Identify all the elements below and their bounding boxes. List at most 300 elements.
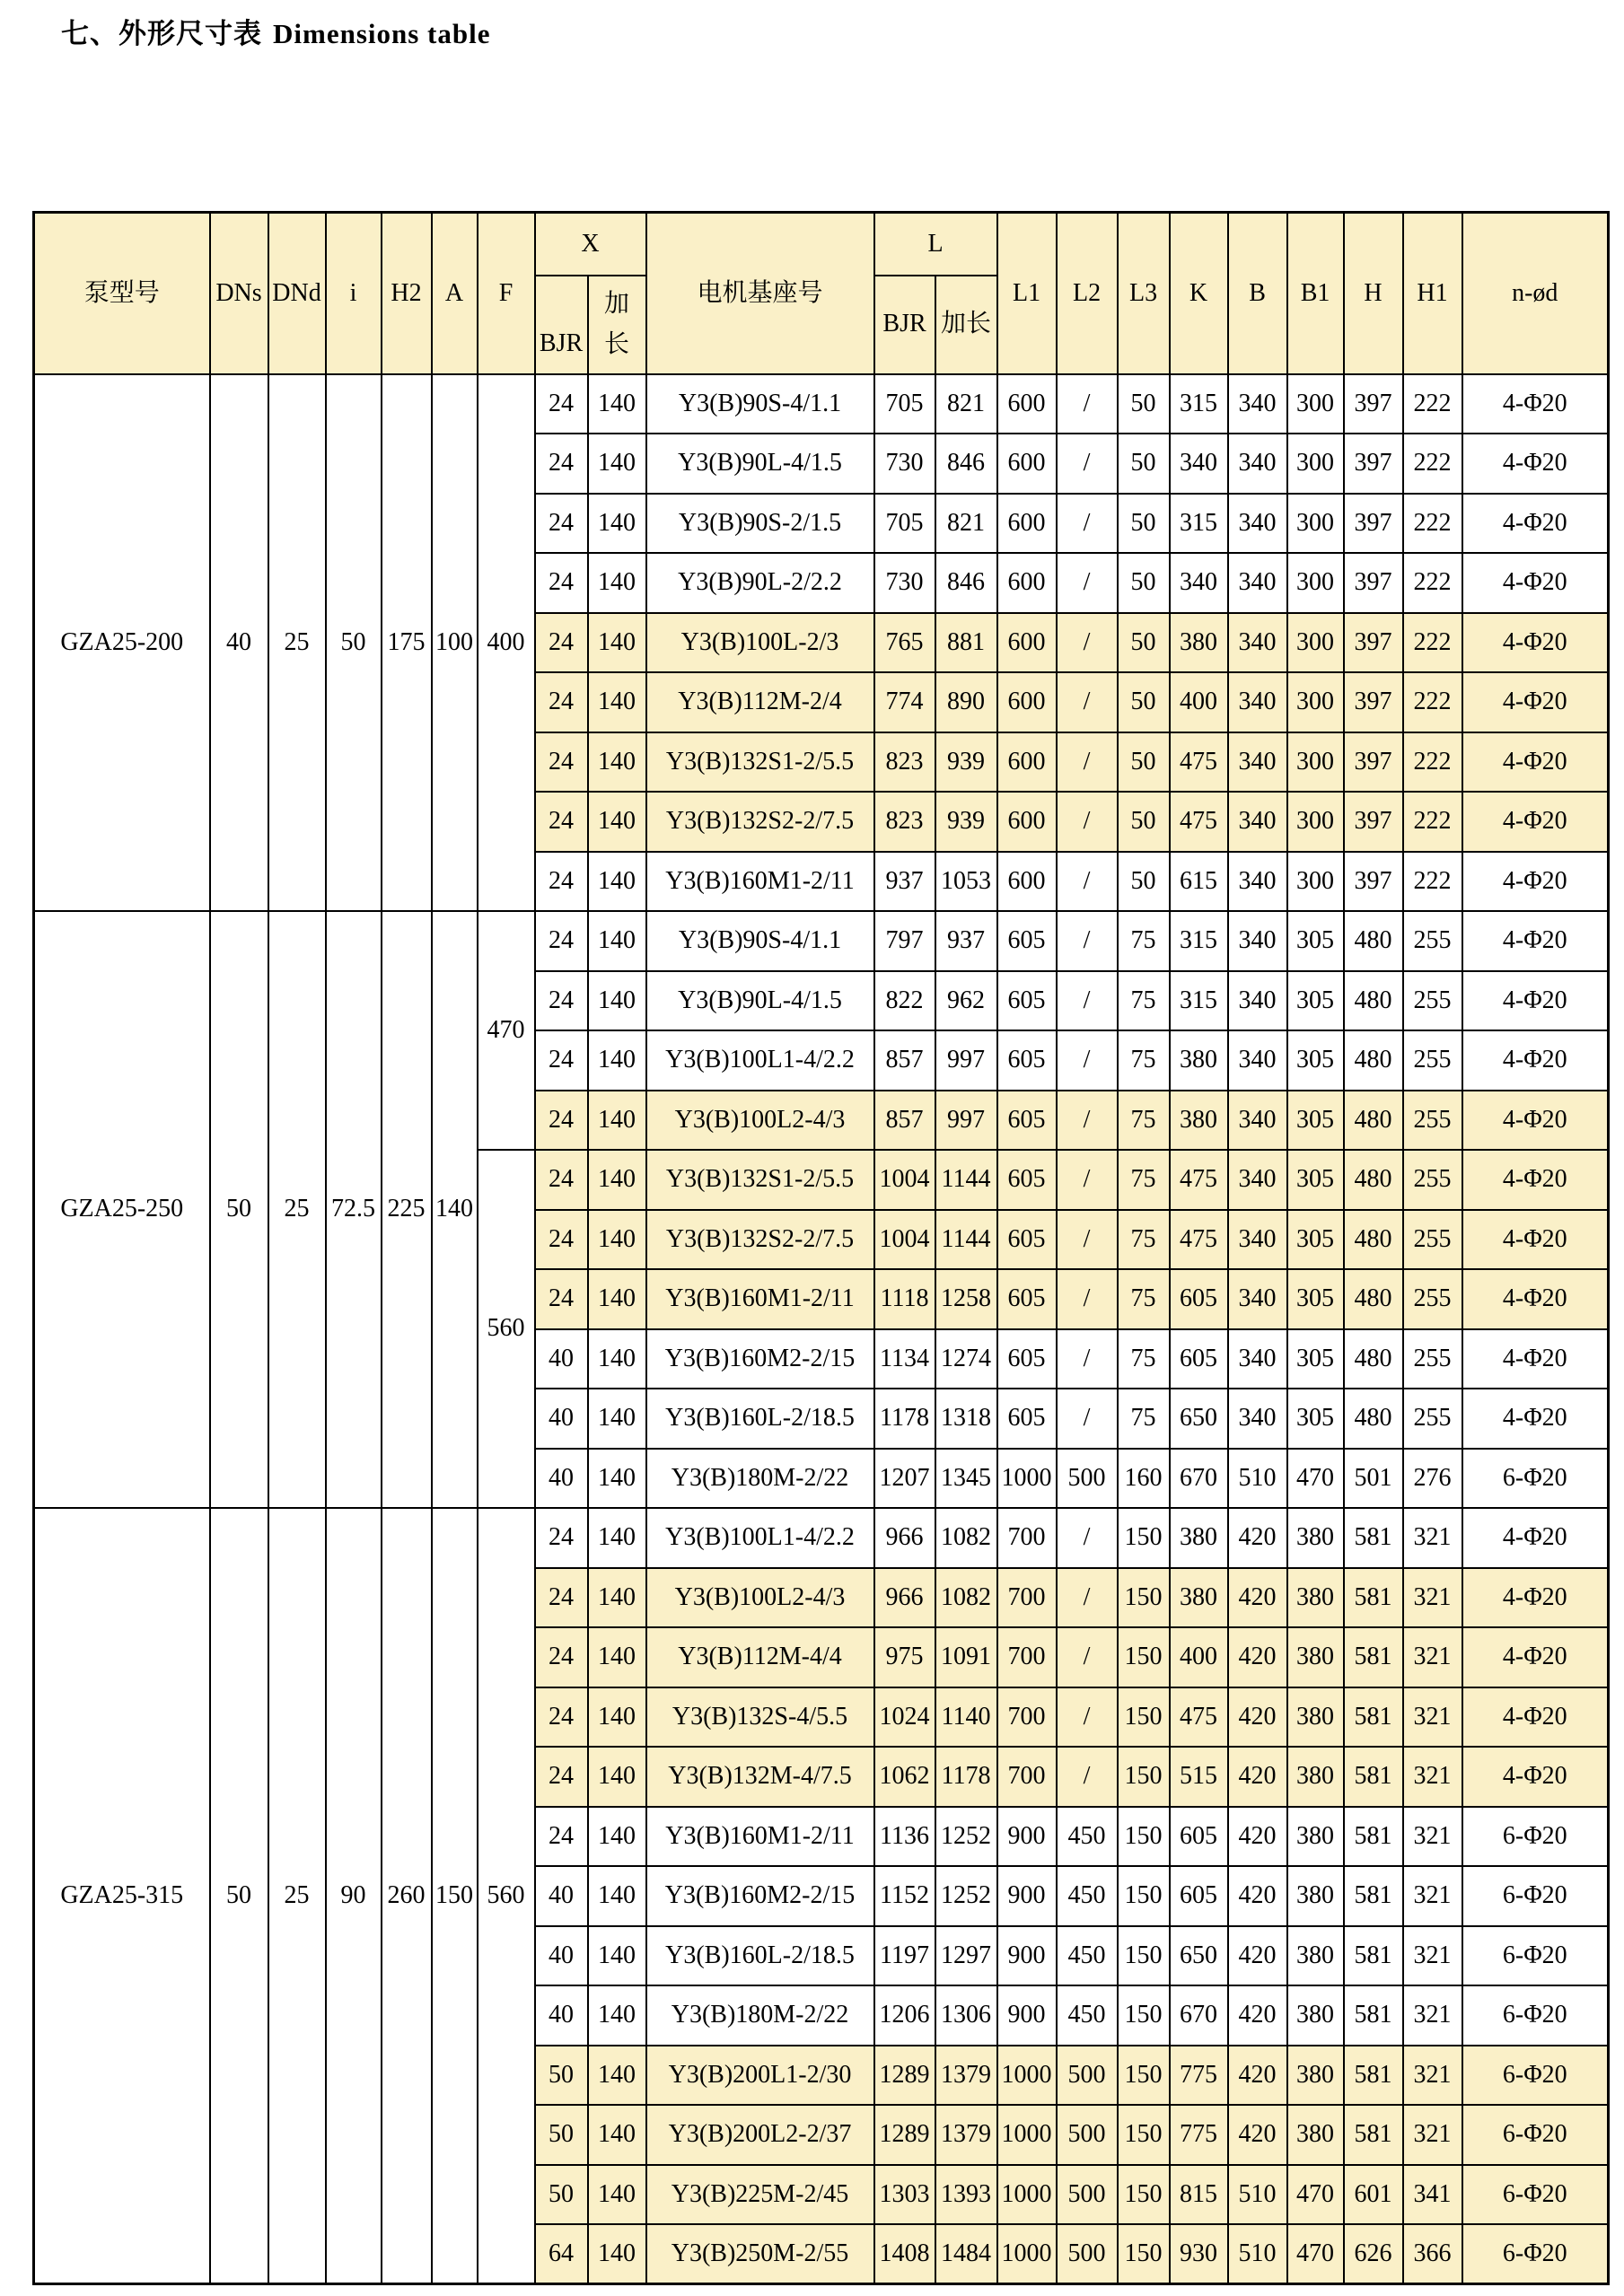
col-header-l3: L3 — [1118, 213, 1170, 374]
cell-h1: 222 — [1403, 434, 1462, 494]
cell-h1: 321 — [1403, 1747, 1462, 1807]
cell-l-ext: 1252 — [935, 1807, 997, 1867]
cell-h: 397 — [1344, 792, 1403, 852]
cell-h1: 321 — [1403, 1568, 1462, 1628]
cell-n-od: 4-Φ20 — [1462, 971, 1609, 1031]
cell-motor: Y3(B)160M1-2/11 — [646, 1269, 874, 1329]
cell-l3: 150 — [1118, 2165, 1170, 2225]
cell-motor: Y3(B)225M-2/45 — [646, 2165, 874, 2225]
cell-h1: 222 — [1403, 852, 1462, 912]
cell-n-od: 4-Φ20 — [1462, 553, 1609, 613]
cell-x-ext: 140 — [588, 1926, 646, 1986]
cell-l-bjr: 1197 — [874, 1926, 935, 1986]
cell-l2: / — [1057, 1269, 1118, 1329]
cell-motor: Y3(B)160M2-2/15 — [646, 1329, 874, 1389]
cell-b: 340 — [1228, 434, 1287, 494]
cell-b: 340 — [1228, 911, 1287, 971]
cell-motor: Y3(B)132S-4/5.5 — [646, 1687, 874, 1748]
cell-l2: / — [1057, 852, 1118, 912]
cell-l-ext: 1178 — [935, 1747, 997, 1807]
cell-h: 581 — [1344, 1508, 1403, 1568]
cell-l3: 150 — [1118, 1985, 1170, 2046]
group-dns: 40 — [210, 374, 268, 912]
cell-h1: 255 — [1403, 1150, 1462, 1210]
cell-x-ext: 140 — [588, 613, 646, 673]
cell-l3: 150 — [1118, 1866, 1170, 1926]
cell-l3: 75 — [1118, 911, 1170, 971]
cell-h1: 222 — [1403, 374, 1462, 434]
cell-h: 480 — [1344, 1269, 1403, 1329]
cell-x-bjr: 24 — [535, 1508, 588, 1568]
cell-motor: Y3(B)112M-2/4 — [646, 672, 874, 732]
cell-h: 581 — [1344, 1747, 1403, 1807]
cell-motor: Y3(B)90S-4/1.1 — [646, 374, 874, 434]
cell-x-bjr: 24 — [535, 494, 588, 554]
col-header-k: K — [1170, 213, 1228, 374]
cell-l-ext: 1252 — [935, 1866, 997, 1926]
cell-k: 380 — [1170, 613, 1228, 673]
cell-b1: 305 — [1287, 1389, 1344, 1449]
cell-k: 340 — [1170, 553, 1228, 613]
cell-l-bjr: 966 — [874, 1508, 935, 1568]
cell-l-bjr: 1152 — [874, 1866, 935, 1926]
cell-h1: 321 — [1403, 1926, 1462, 1986]
cell-x-ext: 140 — [588, 1269, 646, 1329]
cell-x-ext: 140 — [588, 1627, 646, 1687]
cell-l3: 75 — [1118, 971, 1170, 1031]
cell-x-bjr: 24 — [535, 434, 588, 494]
cell-b: 340 — [1228, 1091, 1287, 1151]
cell-b1: 305 — [1287, 1091, 1344, 1151]
cell-n-od: 4-Φ20 — [1462, 1687, 1609, 1748]
cell-b1: 470 — [1287, 1449, 1344, 1509]
cell-motor: Y3(B)112M-4/4 — [646, 1627, 874, 1687]
col-header-h1: H1 — [1403, 213, 1462, 374]
cell-h: 397 — [1344, 732, 1403, 793]
cell-x-ext: 140 — [588, 1030, 646, 1091]
cell-n-od: 6-Φ20 — [1462, 2105, 1609, 2165]
cell-l2: / — [1057, 1329, 1118, 1389]
cell-l1: 700 — [997, 1568, 1057, 1628]
table-header-row-1 — [34, 213, 1609, 276]
cell-motor: Y3(B)160L-2/18.5 — [646, 1389, 874, 1449]
cell-l1: 605 — [997, 1030, 1057, 1091]
cell-b: 420 — [1228, 1508, 1287, 1568]
cell-l3: 150 — [1118, 2105, 1170, 2165]
cell-l1: 700 — [997, 1508, 1057, 1568]
cell-l-bjr: 1134 — [874, 1329, 935, 1389]
cell-x-ext: 140 — [588, 852, 646, 912]
cell-h1: 222 — [1403, 672, 1462, 732]
cell-n-od: 6-Φ20 — [1462, 1985, 1609, 2046]
cell-x-ext: 140 — [588, 1091, 646, 1151]
cell-l3: 50 — [1118, 852, 1170, 912]
cell-n-od: 4-Φ20 — [1462, 792, 1609, 852]
cell-k: 775 — [1170, 2105, 1228, 2165]
cell-b: 340 — [1228, 553, 1287, 613]
cell-l2: / — [1057, 553, 1118, 613]
cell-l-bjr: 857 — [874, 1091, 935, 1151]
cell-h1: 255 — [1403, 1030, 1462, 1091]
group-f-value: 560 — [478, 1508, 535, 2284]
cell-b1: 305 — [1287, 1210, 1344, 1270]
cell-x-bjr: 50 — [535, 2046, 588, 2106]
cell-x-ext: 140 — [588, 1985, 646, 2046]
group-dnd: 25 — [268, 1508, 326, 2284]
cell-l3: 150 — [1118, 1807, 1170, 1867]
cell-h1: 321 — [1403, 1508, 1462, 1568]
cell-b1: 380 — [1287, 1926, 1344, 1986]
cell-x-ext: 140 — [588, 1807, 646, 1867]
x-extended-label: 加长 — [603, 289, 629, 358]
cell-b: 340 — [1228, 1150, 1287, 1210]
cell-motor: Y3(B)90L-4/1.5 — [646, 971, 874, 1031]
cell-n-od: 4-Φ20 — [1462, 1508, 1609, 1568]
cell-b1: 300 — [1287, 672, 1344, 732]
table-row — [34, 374, 1609, 434]
cell-motor: Y3(B)100L1-4/2.2 — [646, 1030, 874, 1091]
cell-l-ext: 939 — [935, 792, 997, 852]
cell-l-ext: 1484 — [935, 2224, 997, 2284]
cell-x-ext: 140 — [588, 374, 646, 434]
cell-b: 340 — [1228, 1030, 1287, 1091]
cell-h: 501 — [1344, 1449, 1403, 1509]
cell-l2: 450 — [1057, 1807, 1118, 1867]
cell-l3: 150 — [1118, 1926, 1170, 1986]
page-title-en: Dimensions table — [273, 18, 491, 49]
cell-l3: 50 — [1118, 434, 1170, 494]
cell-motor: Y3(B)180M-2/22 — [646, 1449, 874, 1509]
cell-l1: 600 — [997, 374, 1057, 434]
cell-l-bjr: 1289 — [874, 2046, 935, 2106]
cell-k: 815 — [1170, 2165, 1228, 2225]
cell-k: 315 — [1170, 374, 1228, 434]
cell-h: 581 — [1344, 1687, 1403, 1748]
cell-k: 605 — [1170, 1329, 1228, 1389]
group-i: 50 — [326, 374, 382, 912]
cell-l-bjr: 1289 — [874, 2105, 935, 2165]
cell-h: 581 — [1344, 1627, 1403, 1687]
col-header-l2: L2 — [1057, 213, 1118, 374]
cell-n-od: 4-Φ20 — [1462, 1030, 1609, 1091]
cell-k: 400 — [1170, 1627, 1228, 1687]
cell-l-bjr: 730 — [874, 434, 935, 494]
cell-l-bjr: 1118 — [874, 1269, 935, 1329]
group-f-value: 560 — [478, 1150, 535, 1508]
cell-l-ext: 997 — [935, 1030, 997, 1091]
cell-b: 420 — [1228, 2105, 1287, 2165]
cell-x-ext: 140 — [588, 911, 646, 971]
cell-h1: 341 — [1403, 2165, 1462, 2225]
page-title — [61, 11, 491, 51]
cell-motor: Y3(B)100L2-4/3 — [646, 1568, 874, 1628]
cell-l2: / — [1057, 374, 1118, 434]
cell-l-ext: 937 — [935, 911, 997, 971]
cell-x-bjr: 24 — [535, 1091, 588, 1151]
cell-n-od: 4-Φ20 — [1462, 374, 1609, 434]
cell-b1: 380 — [1287, 1627, 1344, 1687]
cell-x-bjr: 24 — [535, 852, 588, 912]
cell-l-bjr: 823 — [874, 792, 935, 852]
cell-h: 480 — [1344, 1030, 1403, 1091]
group-h2: 225 — [382, 911, 432, 1508]
cell-l-ext: 1144 — [935, 1150, 997, 1210]
cell-h1: 321 — [1403, 2105, 1462, 2165]
cell-n-od: 4-Φ20 — [1462, 1389, 1609, 1449]
cell-h1: 321 — [1403, 2046, 1462, 2106]
cell-h: 626 — [1344, 2224, 1403, 2284]
cell-b1: 300 — [1287, 792, 1344, 852]
cell-n-od: 4-Φ20 — [1462, 1150, 1609, 1210]
cell-motor: Y3(B)132S1-2/5.5 — [646, 732, 874, 793]
cell-x-bjr: 50 — [535, 2105, 588, 2165]
cell-l-ext: 1379 — [935, 2046, 997, 2106]
cell-b: 420 — [1228, 1747, 1287, 1807]
cell-motor: Y3(B)100L1-4/2.2 — [646, 1508, 874, 1568]
cell-h1: 321 — [1403, 1687, 1462, 1748]
cell-l-ext: 846 — [935, 553, 997, 613]
cell-l-bjr: 966 — [874, 1568, 935, 1628]
cell-b: 420 — [1228, 1568, 1287, 1628]
cell-h: 581 — [1344, 1985, 1403, 2046]
cell-b: 420 — [1228, 1985, 1287, 2046]
cell-l2: 500 — [1057, 2224, 1118, 2284]
cell-k: 930 — [1170, 2224, 1228, 2284]
group-dnd: 25 — [268, 911, 326, 1508]
cell-l2: / — [1057, 613, 1118, 673]
cell-h1: 222 — [1403, 494, 1462, 554]
cell-x-ext: 140 — [588, 1329, 646, 1389]
cell-l2: / — [1057, 1091, 1118, 1151]
cell-x-ext: 140 — [588, 1389, 646, 1449]
cell-l3: 50 — [1118, 374, 1170, 434]
cell-l-bjr: 705 — [874, 374, 935, 434]
cell-h1: 255 — [1403, 1210, 1462, 1270]
cell-l-bjr: 1178 — [874, 1389, 935, 1449]
cell-l2: / — [1057, 1747, 1118, 1807]
cell-k: 380 — [1170, 1508, 1228, 1568]
cell-b: 340 — [1228, 1269, 1287, 1329]
cell-x-ext: 140 — [588, 434, 646, 494]
cell-b: 420 — [1228, 2046, 1287, 2106]
cell-l3: 50 — [1118, 672, 1170, 732]
cell-motor: Y3(B)100L2-4/3 — [646, 1091, 874, 1151]
col-header-l1: L1 — [997, 213, 1057, 374]
cell-l1: 605 — [997, 971, 1057, 1031]
cell-h: 397 — [1344, 374, 1403, 434]
group-dnd: 25 — [268, 374, 326, 912]
cell-x-ext: 140 — [588, 1866, 646, 1926]
cell-l1: 1000 — [997, 2165, 1057, 2225]
cell-h: 397 — [1344, 852, 1403, 912]
group-dns: 50 — [210, 911, 268, 1508]
group-f-value: 400 — [478, 374, 535, 912]
cell-n-od: 4-Φ20 — [1462, 852, 1609, 912]
cell-k: 615 — [1170, 852, 1228, 912]
cell-h: 397 — [1344, 672, 1403, 732]
cell-l3: 150 — [1118, 1687, 1170, 1748]
cell-b1: 305 — [1287, 911, 1344, 971]
cell-h: 581 — [1344, 2046, 1403, 2106]
cell-b1: 380 — [1287, 1568, 1344, 1628]
cell-h1: 255 — [1403, 911, 1462, 971]
cell-x-bjr: 40 — [535, 1389, 588, 1449]
cell-motor: Y3(B)200L1-2/30 — [646, 2046, 874, 2106]
cell-x-bjr: 24 — [535, 1150, 588, 1210]
cell-n-od: 4-Φ20 — [1462, 1091, 1609, 1151]
table-row — [34, 911, 1609, 971]
col-header-dnd: DNd — [268, 213, 326, 374]
cell-x-bjr: 40 — [535, 1329, 588, 1389]
cell-h1: 321 — [1403, 1627, 1462, 1687]
cell-h1: 222 — [1403, 792, 1462, 852]
cell-l-ext: 997 — [935, 1091, 997, 1151]
cell-l-ext: 846 — [935, 434, 997, 494]
cell-h1: 222 — [1403, 613, 1462, 673]
cell-l-bjr: 774 — [874, 672, 935, 732]
cell-n-od: 4-Φ20 — [1462, 1210, 1609, 1270]
cell-motor: Y3(B)90S-4/1.1 — [646, 911, 874, 971]
cell-b: 420 — [1228, 1866, 1287, 1926]
cell-motor: Y3(B)160M2-2/15 — [646, 1866, 874, 1926]
cell-k: 315 — [1170, 971, 1228, 1031]
cell-l-bjr: 765 — [874, 613, 935, 673]
cell-l-bjr: 1408 — [874, 2224, 935, 2284]
cell-b1: 380 — [1287, 1866, 1344, 1926]
cell-l1: 600 — [997, 613, 1057, 673]
cell-k: 515 — [1170, 1747, 1228, 1807]
cell-n-od: 4-Φ20 — [1462, 911, 1609, 971]
cell-l2: / — [1057, 434, 1118, 494]
cell-motor: Y3(B)90L-4/1.5 — [646, 434, 874, 494]
cell-b: 420 — [1228, 1627, 1287, 1687]
cell-h: 397 — [1344, 553, 1403, 613]
cell-n-od: 6-Φ20 — [1462, 2165, 1609, 2225]
cell-l-ext: 939 — [935, 732, 997, 793]
cell-l3: 75 — [1118, 1030, 1170, 1091]
cell-l3: 50 — [1118, 792, 1170, 852]
cell-l-bjr: 1206 — [874, 1985, 935, 2046]
cell-x-bjr: 24 — [535, 1210, 588, 1270]
cell-h: 581 — [1344, 1926, 1403, 1986]
cell-b: 510 — [1228, 1449, 1287, 1509]
cell-motor: Y3(B)90L-2/2.2 — [646, 553, 874, 613]
cell-l-ext: 1091 — [935, 1627, 997, 1687]
cell-x-bjr: 24 — [535, 792, 588, 852]
cell-k: 315 — [1170, 911, 1228, 971]
cell-l2: / — [1057, 1508, 1118, 1568]
cell-b: 340 — [1228, 732, 1287, 793]
cell-l2: 500 — [1057, 2046, 1118, 2106]
cell-h: 480 — [1344, 1091, 1403, 1151]
col-header-x-group: X — [535, 213, 646, 276]
cell-h1: 366 — [1403, 2224, 1462, 2284]
cell-l3: 150 — [1118, 1747, 1170, 1807]
cell-l2: 450 — [1057, 1866, 1118, 1926]
cell-b: 340 — [1228, 613, 1287, 673]
cell-b1: 300 — [1287, 732, 1344, 793]
cell-l3: 50 — [1118, 732, 1170, 793]
cell-l-bjr: 1004 — [874, 1150, 935, 1210]
cell-l1: 605 — [997, 1389, 1057, 1449]
cell-n-od: 6-Φ20 — [1462, 1866, 1609, 1926]
cell-h: 581 — [1344, 2105, 1403, 2165]
cell-l-ext: 890 — [935, 672, 997, 732]
cell-b1: 305 — [1287, 1269, 1344, 1329]
cell-h: 581 — [1344, 1568, 1403, 1628]
cell-b1: 305 — [1287, 1329, 1344, 1389]
cell-l1: 605 — [997, 1269, 1057, 1329]
table-row — [34, 1508, 1609, 1568]
cell-b1: 305 — [1287, 1150, 1344, 1210]
cell-x-bjr: 64 — [535, 2224, 588, 2284]
cell-h1: 321 — [1403, 1985, 1462, 2046]
cell-b1: 380 — [1287, 1687, 1344, 1748]
cell-k: 475 — [1170, 732, 1228, 793]
cell-l2: / — [1057, 494, 1118, 554]
cell-l-bjr: 937 — [874, 852, 935, 912]
cell-b: 340 — [1228, 672, 1287, 732]
cell-l2: 500 — [1057, 2105, 1118, 2165]
cell-b: 340 — [1228, 1389, 1287, 1449]
cell-h: 397 — [1344, 494, 1403, 554]
group-h2: 175 — [382, 374, 432, 912]
cell-l1: 700 — [997, 1627, 1057, 1687]
cell-l1: 605 — [997, 1210, 1057, 1270]
cell-h1: 222 — [1403, 732, 1462, 793]
cell-l1: 600 — [997, 732, 1057, 793]
cell-h: 480 — [1344, 1150, 1403, 1210]
cell-k: 340 — [1170, 434, 1228, 494]
cell-x-ext: 140 — [588, 1449, 646, 1509]
cell-n-od: 4-Φ20 — [1462, 1747, 1609, 1807]
cell-b1: 380 — [1287, 2105, 1344, 2165]
cell-h1: 255 — [1403, 1389, 1462, 1449]
cell-l1: 1000 — [997, 2046, 1057, 2106]
cell-l1: 605 — [997, 1150, 1057, 1210]
cell-l-ext: 1053 — [935, 852, 997, 912]
group-h2: 260 — [382, 1508, 432, 2284]
cell-x-bjr: 24 — [535, 374, 588, 434]
col-header-b1: B1 — [1287, 213, 1344, 374]
cell-l-ext: 1379 — [935, 2105, 997, 2165]
cell-x-ext: 140 — [588, 732, 646, 793]
cell-h: 581 — [1344, 1866, 1403, 1926]
cell-motor: Y3(B)132M-4/7.5 — [646, 1747, 874, 1807]
cell-b: 340 — [1228, 1210, 1287, 1270]
cell-motor: Y3(B)250M-2/55 — [646, 2224, 874, 2284]
cell-k: 670 — [1170, 1985, 1228, 2046]
cell-n-od: 4-Φ20 — [1462, 434, 1609, 494]
cell-k: 380 — [1170, 1091, 1228, 1151]
cell-x-ext: 140 — [588, 494, 646, 554]
cell-motor: Y3(B)160M1-2/11 — [646, 852, 874, 912]
cell-x-ext: 140 — [588, 2046, 646, 2106]
cell-l-ext: 1140 — [935, 1687, 997, 1748]
cell-x-ext: 140 — [588, 2105, 646, 2165]
cell-l2: / — [1057, 1150, 1118, 1210]
cell-l2: / — [1057, 732, 1118, 793]
cell-l2: / — [1057, 1389, 1118, 1449]
cell-l3: 75 — [1118, 1329, 1170, 1389]
cell-k: 605 — [1170, 1807, 1228, 1867]
cell-l-ext: 821 — [935, 374, 997, 434]
cell-b1: 305 — [1287, 971, 1344, 1031]
col-header-f: F — [478, 213, 535, 374]
cell-l-ext: 1393 — [935, 2165, 997, 2225]
cell-b: 420 — [1228, 1807, 1287, 1867]
cell-b1: 300 — [1287, 553, 1344, 613]
